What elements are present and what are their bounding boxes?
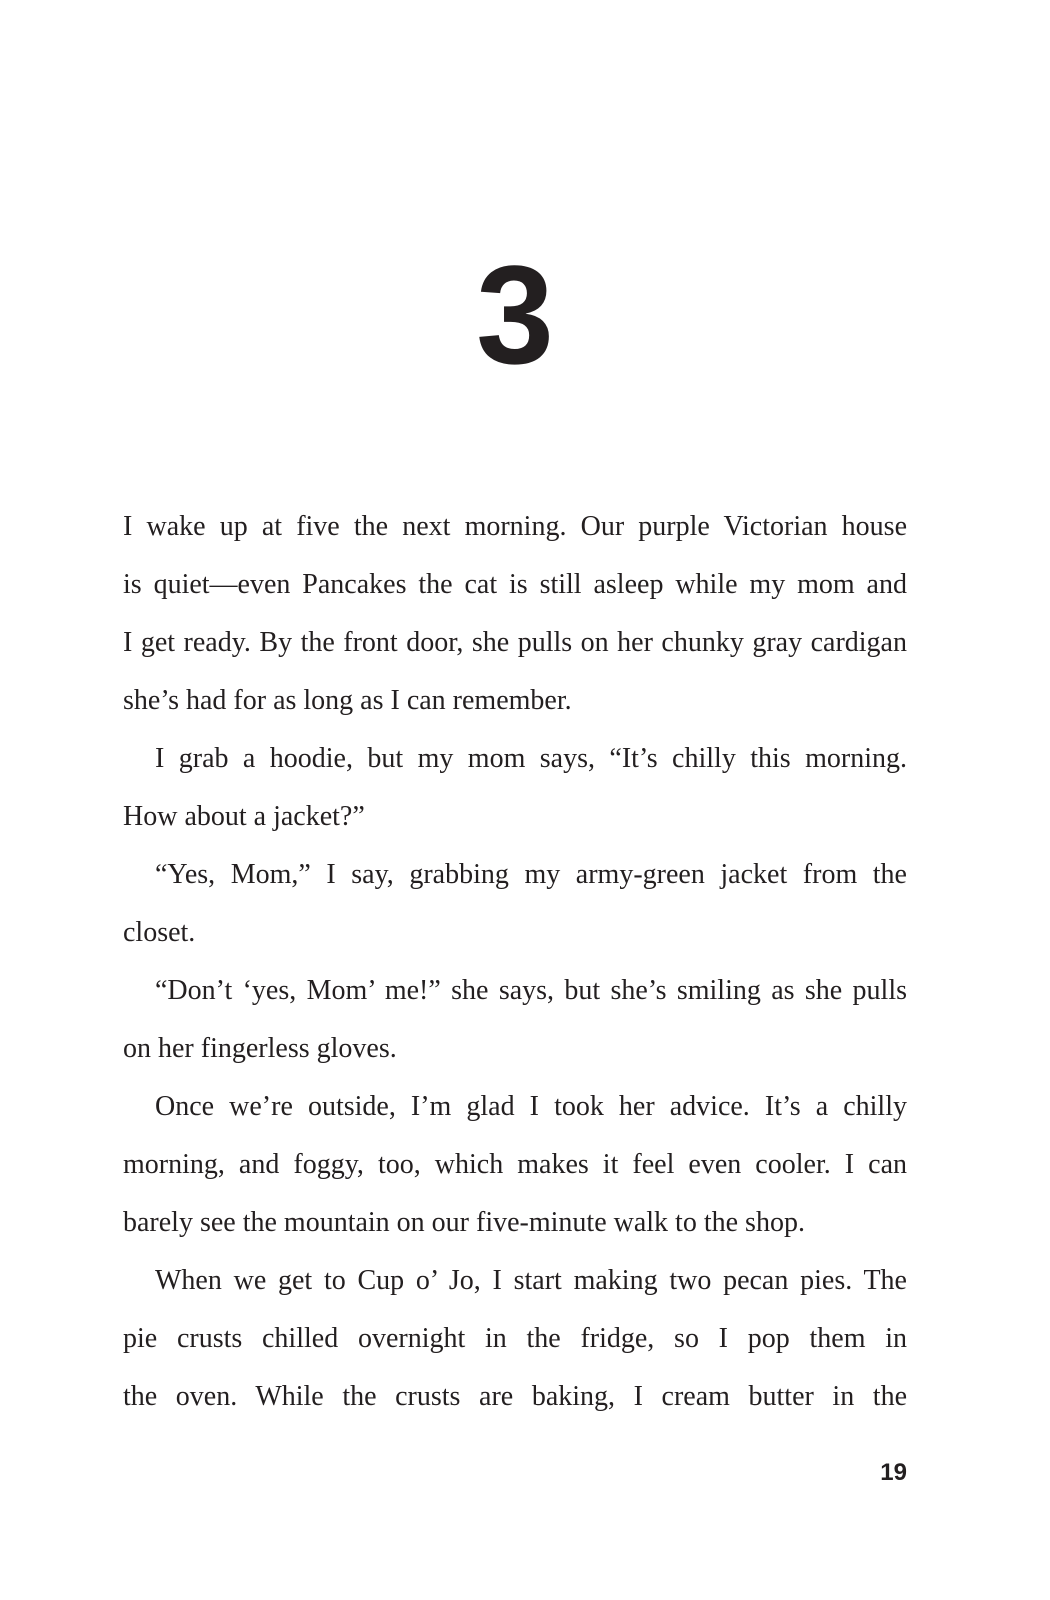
text-line: she’s had for as long as I can remember. xyxy=(123,685,572,716)
text-line: “Don’t ‘yes, Mom’ me!” she says, but she’s smiling as she pulls xyxy=(155,975,907,1006)
text-line: “Yes, Mom,” I say, grabbing my army-green jacket from the xyxy=(155,859,907,890)
text-line: How about a jacket?” xyxy=(123,801,365,832)
text-line: I grab a hoodie, but my mom says, “It’s chilly this morning. xyxy=(155,743,907,774)
page-number: 19 xyxy=(880,1459,907,1486)
body-text xyxy=(123,498,907,1426)
text-line: I wake up at five the next morning. Our purple Victorian house xyxy=(123,511,907,542)
paragraph xyxy=(123,498,907,730)
paragraph xyxy=(123,730,907,846)
text-line: Once we’re outside, I’m glad I took her advice. It’s a chilly xyxy=(155,1091,907,1122)
text-line: closet. xyxy=(123,917,196,948)
text-line: morning, and foggy, too, which makes it feel even cooler. I can xyxy=(123,1149,907,1180)
text-line: pie crusts chilled overnight in the fridge, so I pop them in xyxy=(123,1323,907,1354)
paragraph xyxy=(123,1078,907,1252)
text-line: the oven. While the crusts are baking, I cream butter in the xyxy=(123,1381,907,1412)
paragraph xyxy=(123,962,907,1078)
text-line: When we get to Cup o’ Jo, I start making two pecan pies. The xyxy=(155,1265,907,1296)
text-line: I get ready. By the front door, she pulls on her chunky gray cardigan xyxy=(123,627,907,658)
paragraph xyxy=(123,1252,907,1426)
paragraph xyxy=(123,846,907,962)
text-line: is quiet—even Pancakes the cat is still asleep while my mom and xyxy=(123,569,907,600)
text-line: on her fingerless gloves. xyxy=(123,1033,397,1064)
chapter-number: 3 xyxy=(476,236,554,393)
text-line: barely see the mountain on our five-minute walk to the shop. xyxy=(123,1207,805,1238)
